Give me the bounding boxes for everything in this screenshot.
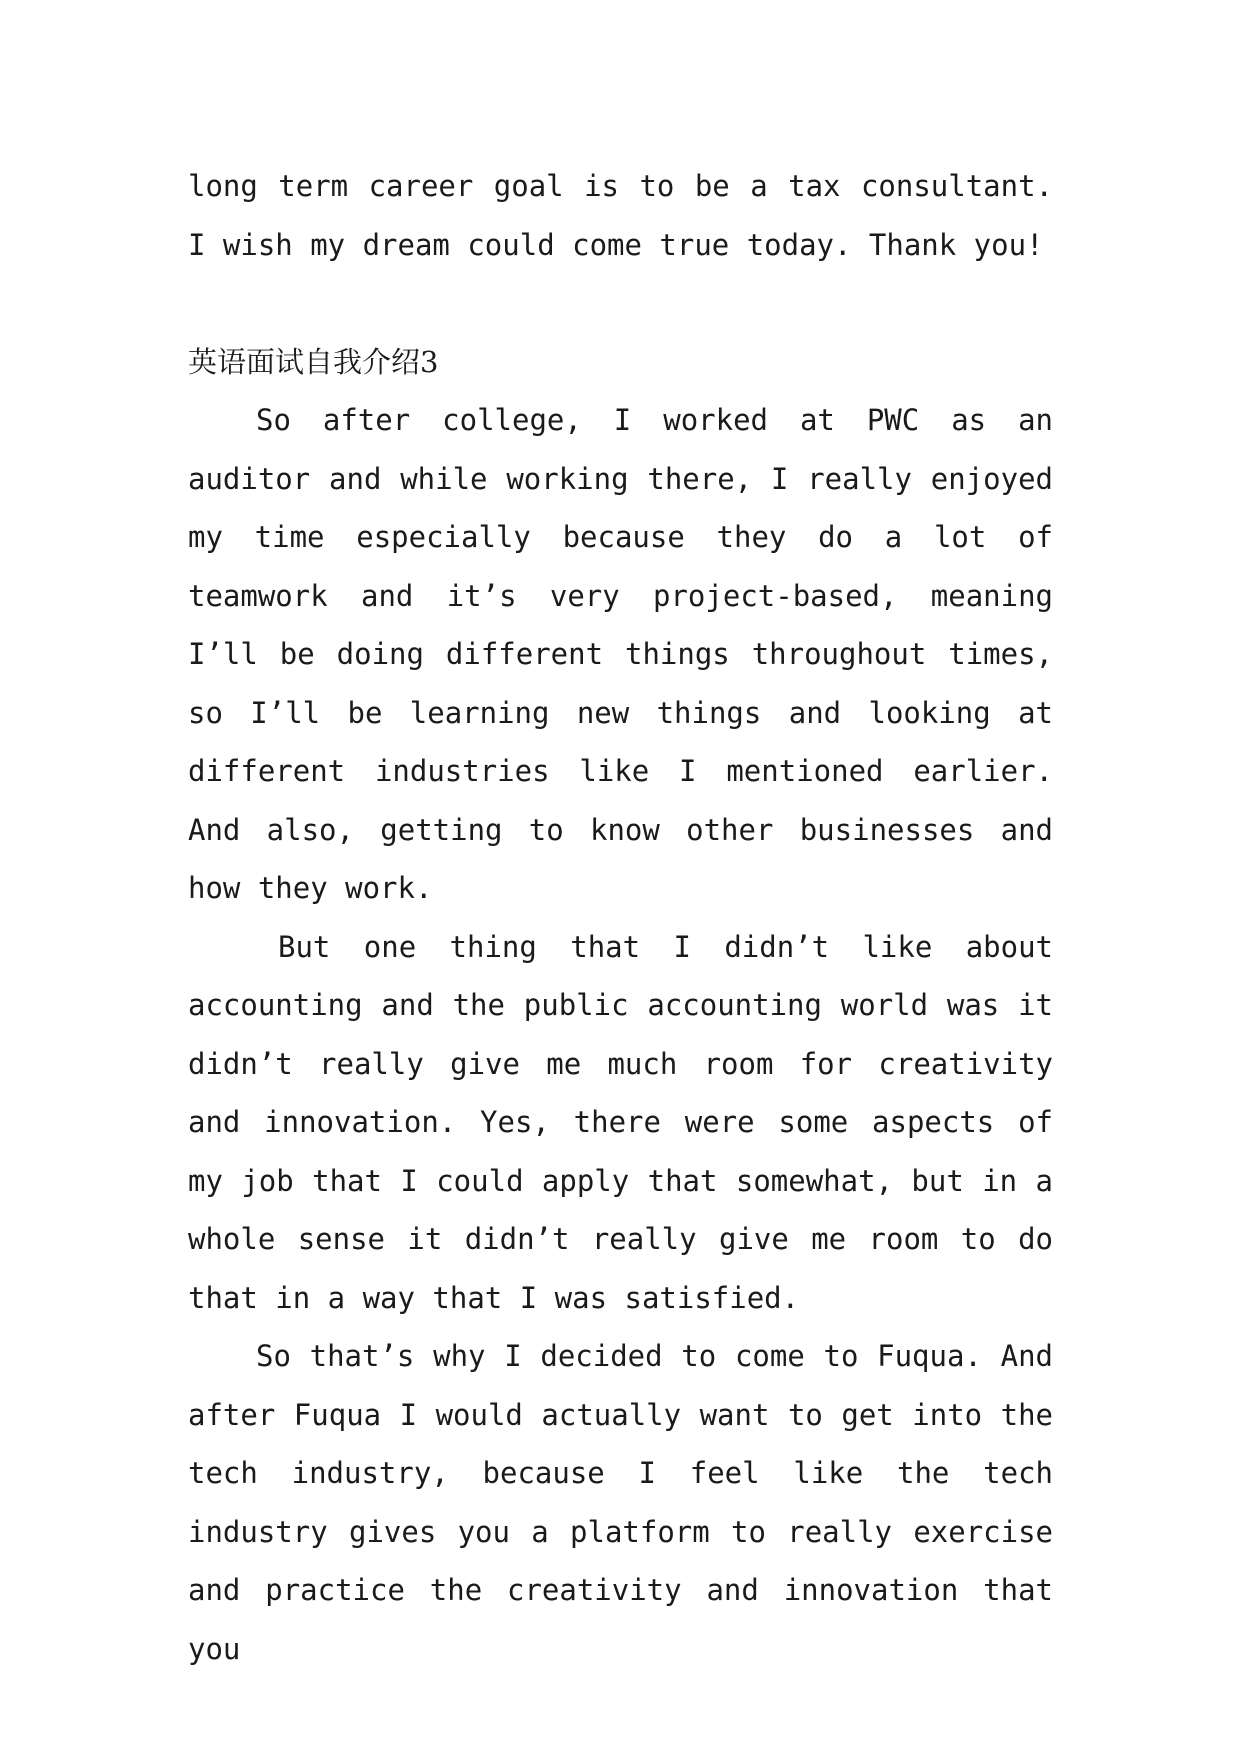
body-paragraph-3: So that’s why I decided to come to Fuqua. And after Fuqua I would actually want to get into the tech industry, because I feel like the tech industry gives you a platform to really exercise and practice the creativity and innovation that you xyxy=(188,1339,1053,1666)
body-paragraph-2: But one thing that I didn’t like about accounting and the public accounting world was it didn’t really give me much room for creativity and innovation. Yes, there were some aspects of my job that I could apply that somewhat, but in a whole sense it didn’t really give me room to do that in a way that I was satisfied. xyxy=(188,929,1053,1315)
body-text xyxy=(188,391,1053,1678)
continuation-paragraph: long term career goal is to be a tax consultant. I wish my dream could come true today. Thank you! xyxy=(188,169,1053,262)
continuation-block xyxy=(188,157,1053,274)
section-heading: 英语面试自我介绍3 xyxy=(188,345,439,379)
body-paragraph-1: So after college, I worked at PWC as an auditor and while working there, I really enjoyed my time especially because they do a lot of teamwork and it’s very project-based, meaning I’ll be doing different things throughout times, so I’ll be learning new things and looking at different industries like I mentioned earlier. And also, getting to know other businesses and how they work. xyxy=(188,403,1053,905)
